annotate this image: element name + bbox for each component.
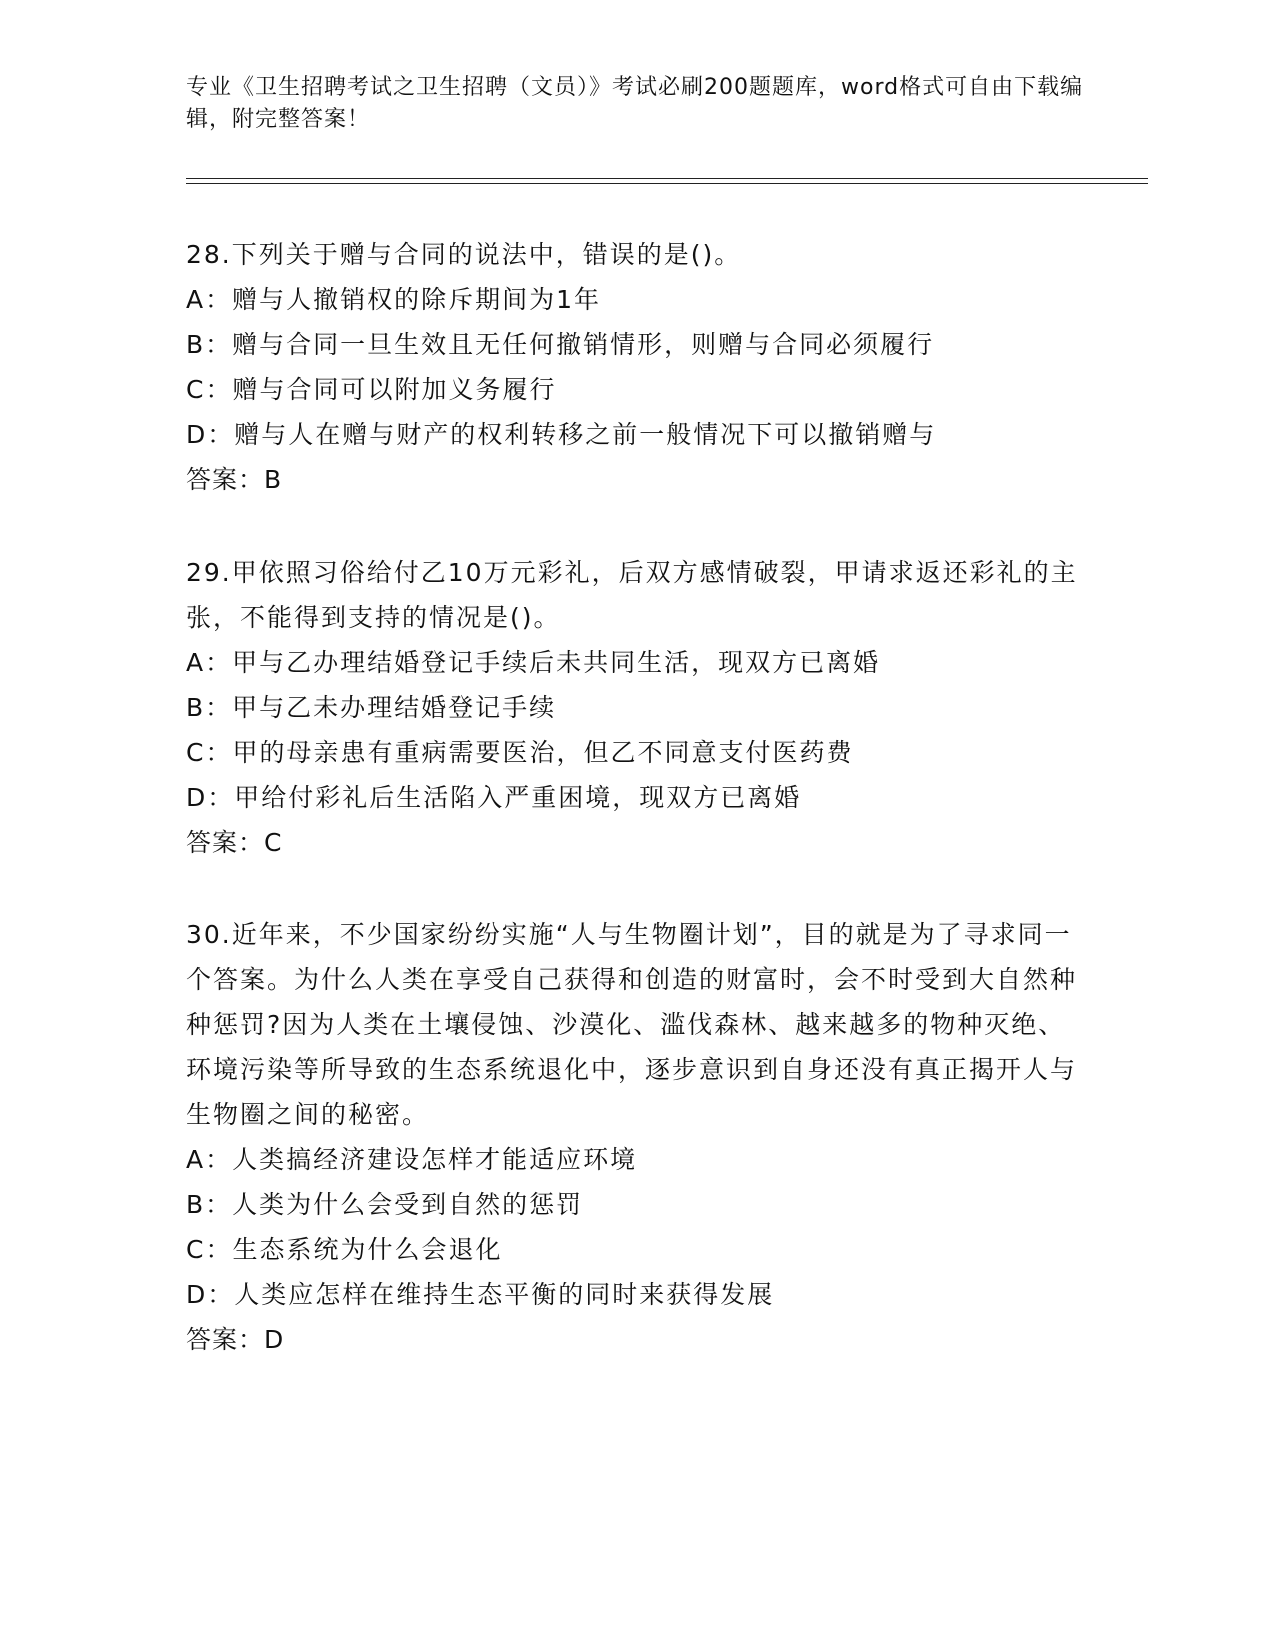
option-d: D：甲给付彩礼后生活陷入严重困境，现双方已离婚 [186, 783, 802, 812]
question-28 [186, 232, 1086, 502]
option-d: D：人类应怎样在维持生态平衡的同时来获得发展 [186, 1280, 775, 1309]
option-a: A：甲与乙办理结婚登记手续后未共同生活，现双方已离婚 [186, 648, 881, 677]
option-a: A：人类搞经济建设怎样才能适应环境 [186, 1145, 638, 1174]
option-c: C：甲的母亲患有重病需要医治，但乙不同意支付医药费 [186, 738, 854, 767]
document-intro: 专业《卫生招聘考试之卫生招聘（文员）》考试必刷200题题库，word格式可自由下载编辑，附完整答案！ [186, 75, 1084, 132]
question-30 [186, 912, 1086, 1362]
header-divider-top [186, 178, 1148, 179]
question-stem: 29.甲依照习俗给付乙10万元彩礼，后双方感情破裂，甲请求返还彩礼的主张，不能得到支持的情况是()。 [186, 558, 1078, 632]
answer: 答案：B [186, 465, 283, 494]
option-c: C：生态系统为什么会退化 [186, 1235, 503, 1264]
header-divider-bottom [186, 183, 1148, 184]
question-29 [186, 550, 1086, 865]
option-a: A：赠与人撤销权的除斥期间为1年 [186, 285, 602, 314]
option-b: B：人类为什么会受到自然的惩罚 [186, 1190, 584, 1219]
option-b: B：甲与乙未办理结婚登记手续 [186, 693, 557, 722]
answer: 答案：C [186, 828, 283, 857]
option-b: B：赠与合同一旦生效且无任何撤销情形，则赠与合同必须履行 [186, 330, 935, 359]
answer: 答案：D [186, 1325, 285, 1354]
question-stem: 28.下列关于赠与合同的说法中，错误的是()。 [186, 240, 742, 269]
question-stem: 30.近年来，不少国家纷纷实施“人与生物圈计划”，目的就是为了寻求同一个答案。为什么人类在享受自己获得和创造的财富时，会不时受到大自然种种惩罚?因为人类在土壤侵蚀、沙漠化、滥伐森林、越来越多的物种灭绝、环境污染等所导致的生态系统退化中，逐步意识到自身还没有真正揭开人与生物圈之间的秘密。 [186, 920, 1078, 1129]
option-c: C：赠与合同可以附加义务履行 [186, 375, 557, 404]
option-d: D：赠与人在赠与财产的权利转移之前一般情况下可以撤销赠与 [186, 420, 937, 449]
